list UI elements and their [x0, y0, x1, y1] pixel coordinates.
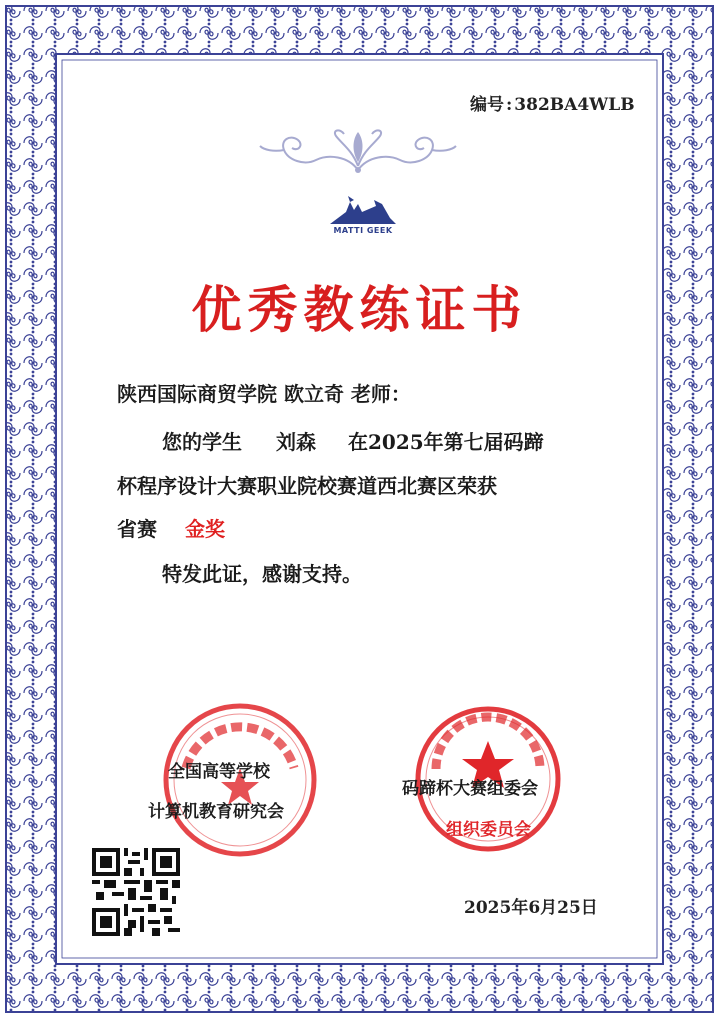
line1-prefix: 您的学生	[162, 430, 242, 454]
horse-logo-icon	[328, 196, 398, 226]
line3-prefix: 省赛	[117, 517, 157, 541]
ornament-icon	[258, 126, 458, 176]
issuer-left-line1: 全国高等学校	[168, 762, 270, 782]
student-name: 刘森	[276, 430, 316, 454]
certificate-title: 优秀教练证书	[191, 280, 528, 339]
issuer-left-line2: 计算机教育研究会	[148, 802, 284, 822]
certificate-number-label: 编号	[470, 95, 504, 115]
certificate-number-value: 382BA4WLB	[514, 95, 635, 115]
issue-date: 2025年6月25日	[464, 898, 598, 918]
certificate-number: 编号 : 382BA4WLB	[470, 95, 635, 115]
line1-suffix: 在2025年第七届码蹄	[348, 430, 544, 454]
body-line-2: 杯程序设计大赛职业院校赛道西北赛区荣获	[117, 474, 497, 498]
body-line-1	[162, 426, 544, 455]
body-line-3	[117, 513, 225, 542]
seal-right-inner-text: 组织委员会	[446, 820, 531, 840]
award-name: 金奖	[185, 517, 225, 541]
issuer-right-line1: 码蹄杯大赛组委会	[402, 779, 538, 799]
closing-line: 特发此证，感谢支持。	[162, 562, 362, 586]
qr-code-icon	[92, 848, 180, 936]
logo-text: MATTI GEEK	[333, 226, 393, 235]
recipient-line: 陕西国际商贸学院 欧立奇 老师：	[117, 382, 411, 406]
